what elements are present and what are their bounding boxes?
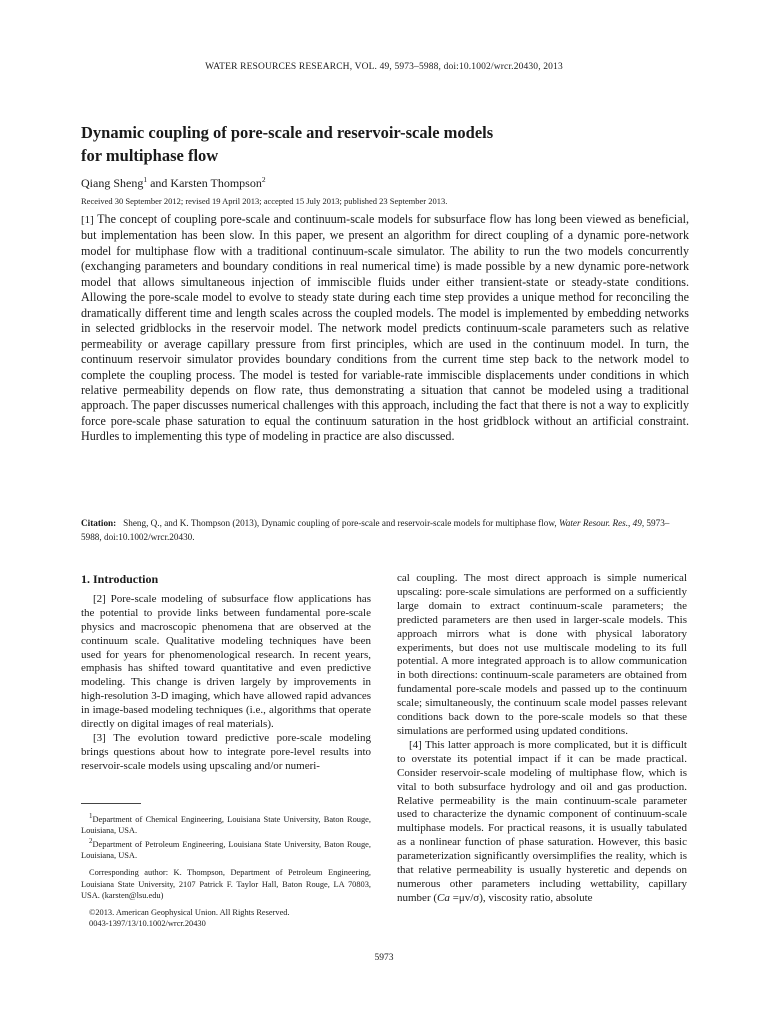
paragraph-number: [2] bbox=[93, 592, 106, 605]
capillary-number-symbol: Ca bbox=[437, 891, 450, 904]
title-line-2: for multiphase flow bbox=[81, 146, 219, 165]
footnote-rule bbox=[81, 803, 141, 804]
abstract bbox=[81, 212, 689, 445]
paragraph-text: The evolution toward predictive pore-scale modeling brings questions about how to integrate pore-level results into reservoir-scale models using upscaling and/or numeri- bbox=[81, 731, 371, 772]
received-dates: Received 30 September 2012; revised 19 April 2013; accepted 15 July 2013; published 23 September 2013. bbox=[81, 196, 448, 206]
citation-volume: 49 bbox=[632, 518, 642, 528]
citation-text: , 5973–5988, doi:10.1002/wrcr.20430. bbox=[81, 518, 670, 542]
author-name: Karsten Thompson bbox=[170, 176, 262, 190]
abstract-text: The concept of coupling pore-scale and continuum-scale models for subsurface flow has long been viewed as beneficial, but implementation has been slow. In this paper, we present an algorithm for direct coupling of a dynamic pore-network model for multiphase flow with a traditional continuum-scale simulator. The ability to run the two models concurrently (exchanging parameters and boundary conditions in real numerical time) is made possible by a new dynamic pore-network model that allows simultaneous injection of immiscible fluids under either transient-state or steady-state conditions. Allowing the pore-scale model to evolve to steady state during each time step provides a unique method for reconciling the dramatically different time and length scales across the coupled models. The model is implemented by embedding networks in selected gridblocks in the reservoir model. The network model predicts continuum-scale parameters such as relative permeability or average capillary pressure from first principles, which are used in the continuum model. In turn, the continuum reservoir simulator provides boundary conditions from the current time step back to the network model to complete the coupling process. The model is tested for variable-rate immiscible displacements under conditions in which relative permeability depends on flow rate, thus demonstrating a situation that cannot be modeled using a traditional approach. The paper discusses numerical challenges with this approach, including the fact that there is not a way to explicitly force pore-scale phase saturation to equal the continuum saturation in the host gridblock without an artificial constraint. Hurdles to implementing this type of modeling in practice are also discussed. bbox=[81, 212, 689, 444]
paragraph-number: [1] bbox=[81, 214, 94, 226]
author-conjunction: and bbox=[147, 176, 171, 190]
citation bbox=[81, 516, 689, 544]
footnote bbox=[81, 836, 371, 861]
author-list bbox=[81, 175, 266, 191]
body-paragraph bbox=[81, 593, 371, 732]
issn: 0043-1397/13/10.1002/wrcr.20430 bbox=[89, 919, 206, 929]
citation-text: , bbox=[628, 518, 633, 528]
affiliation-marker: 1 bbox=[143, 175, 148, 184]
affiliation-marker: 2 bbox=[261, 175, 266, 184]
body-paragraph bbox=[81, 732, 371, 774]
left-column bbox=[81, 573, 371, 774]
capillary-number-formula: =μv/σ bbox=[449, 891, 480, 904]
section-heading: 1. Introduction bbox=[81, 572, 159, 586]
right-column bbox=[397, 572, 687, 906]
paragraph-text: This latter approach is more complicated, but it is difficult to overstate its potential impact if it can be made practical. Consider reservoir-scale modeling of multiphase flow, which is vital to both subsurface hydrology and oil and gas production. Relative permeability is the main continuum-scale parameter used to characterize the dynamic component of continuum-scale multiphase models. For practical reasons, it is usually tabulated as a nonlinear function of phase saturation. However, this basic parameterization significantly oversimplifies the reality, which is that relative permeability is usually hysteretic and depends on numerous other parameters including wettability, capillary number ( bbox=[397, 738, 687, 904]
footnotes bbox=[81, 811, 371, 929]
footnote-marker: 1 bbox=[89, 812, 93, 820]
paragraph-text: ), viscosity ratio, absolute bbox=[479, 891, 593, 904]
citation-text: Sheng, Q., and K. Thompson (2013), Dynamic coupling of pore-scale and reservoir-scale models for multiphase flow, bbox=[123, 518, 559, 528]
paragraph-number: [4] bbox=[409, 738, 422, 751]
author-name: Qiang Sheng bbox=[81, 176, 144, 190]
copyright: ©2013. American Geophysical Union. All Rights Reserved. bbox=[89, 908, 290, 918]
journal-header: WATER RESOURCES RESEARCH, VOL. 49, 5973–5988, doi:10.1002/wrcr.20430, 2013 bbox=[205, 62, 563, 72]
body-paragraph: cal coupling. The most direct approach is simple numerical upscaling: pore-scale simulations are performed on a sufficiently large domain to extract continuum-scale parameters; the predicted parameters are then used in larger-scale models. This approach mirrors what is done with physical laboratory experiments, but does not use multiscale modeling to its full potential. A more integrated approach is to allow communication in both directions: continuum-scale parameters are obtained from fundamental pore-scale models and passed up to the continuum scale; simultaneously, the continuum scale model passes relevant conditions back down to the pore-scale models so that these simulations are performed using updated conditions. bbox=[397, 572, 687, 737]
citation-label: Citation: bbox=[81, 518, 117, 528]
footnote-text: Department of Chemical Engineering, Louisiana State University, Baton Rouge, Louisiana, USA. bbox=[81, 814, 371, 835]
footnote-marker: 2 bbox=[89, 837, 93, 846]
paragraph-number: [3] bbox=[93, 731, 106, 744]
paper-title bbox=[81, 121, 641, 167]
footnote bbox=[81, 811, 371, 836]
body-paragraph bbox=[397, 739, 687, 906]
corresponding-author: Corresponding author: K. Thompson, Department of Petroleum Engineering, Louisiana State University, 2107 Patrick F. Taylor Hall, Baton Rouge, LA 70803, USA. (karsten@lsu.edu) bbox=[81, 868, 371, 900]
page-number: 5973 bbox=[374, 953, 394, 963]
title-line-1: Dynamic coupling of pore-scale and reservoir-scale models bbox=[81, 123, 494, 142]
paragraph-text: Pore-scale modeling of subsurface flow applications has the potential to provide links between fundamental pore-scale physics and macroscopic phenomena that are observed at the continuum scale. Qualitative modeling techniques have been used for years for phenomenological research. In recent years, emphasis has shifted toward quantitative and even predictive modeling. This change is driven largely by improvements in high-resolution 3-D imaging, which have allowed rapid advances in image-based modeling techniques (i.e., algorithms that operate directly on digital images of real materials). bbox=[81, 592, 371, 731]
citation-journal: Water Resour. Res. bbox=[558, 518, 629, 528]
footnote-text: Department of Petroleum Engineering, Louisiana State University, Baton Rouge, Louisiana, USA. bbox=[81, 840, 371, 861]
